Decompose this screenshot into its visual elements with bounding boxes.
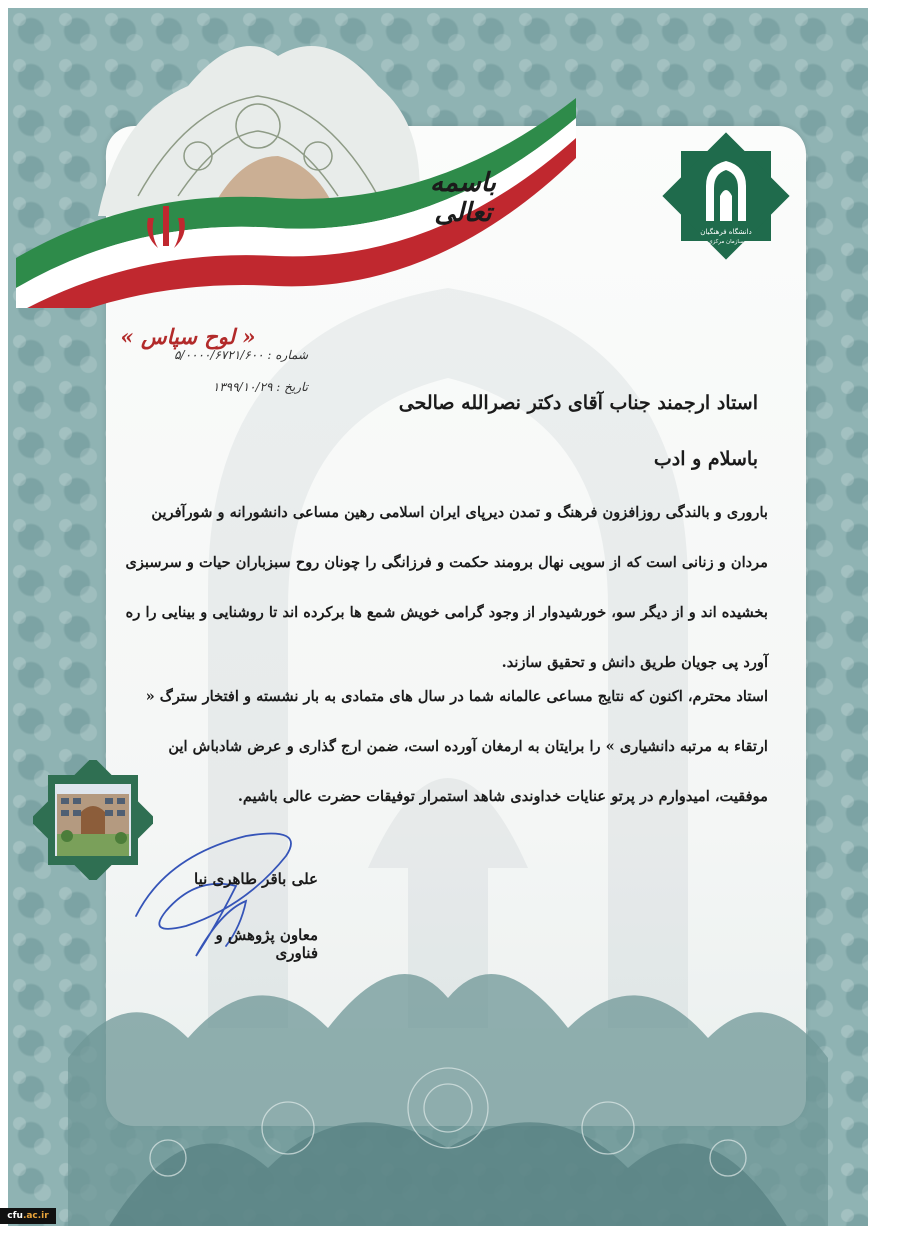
letter-number: شماره : ۵/۰۰۰۰/۶۷۲۱/۶۰۰	[174, 348, 308, 362]
logo-caption-line1: دانشگاه فرهنگیان	[700, 228, 752, 236]
body-paragraph-1: باروری و بالندگی روزافزون فرهنگ و تمدن دیرپای ایران اسلامی رهین مساعی دانشورانه و شورآفرین مردان و زنانی است که از سویی نهال برومند حکمت و فرزانگی را چونان روح سبزباران حیات و سرسبزی بخشیده اند و از دیگر سو، خورشیدوار از وجود گرامی خویش شمع ها برکرده اند تا روشنایی و بینایی را ره آورد پی جویان طریق دانش و تحقیق سازند.	[125, 504, 768, 671]
bottom-ornament-icon	[68, 938, 828, 1226]
letter-date: تاریخ : ۱۳۹۹/۱۰/۲۹	[212, 380, 308, 394]
greeting-line: باسلام و ادب	[653, 448, 758, 470]
signer-name: علی باقر طاهری نیا	[194, 870, 318, 888]
certificate-title: « لوح سپاس »	[120, 324, 256, 349]
signer-title: معاون پژوهش و فناوری	[215, 926, 318, 962]
certificate-background	[8, 8, 868, 1226]
logo-caption-line2: سازمان مرکزی	[708, 239, 744, 245]
recipient-address: استاد ارجمند جناب آقای دکتر نصرالله صالحی	[398, 392, 758, 414]
basmala-heading: باسمه تعالی	[430, 168, 496, 228]
site-badge-suffix: .ac.ir	[22, 1211, 49, 1221]
site-watermark-badge	[0, 1208, 56, 1224]
body-paragraph-2: استاد محترم، اکنون که نتایج مساعی عالمانه شما در سال های متمادی به بار نشسته و افتخار سترگ « ارتقاء به مرتبه دانشیاری » را برایتان به ارمغان آورده است، ضمن ارج گذاری و عرض شادباش این موفقیت، امیدوارم در پرتو عنایات خداوندی شاهد استمرار توفیقات حضرت عالی باشیم.	[145, 688, 768, 805]
farhangian-university-logo-icon	[656, 126, 796, 266]
site-badge-prefix: cfu	[7, 1211, 23, 1221]
